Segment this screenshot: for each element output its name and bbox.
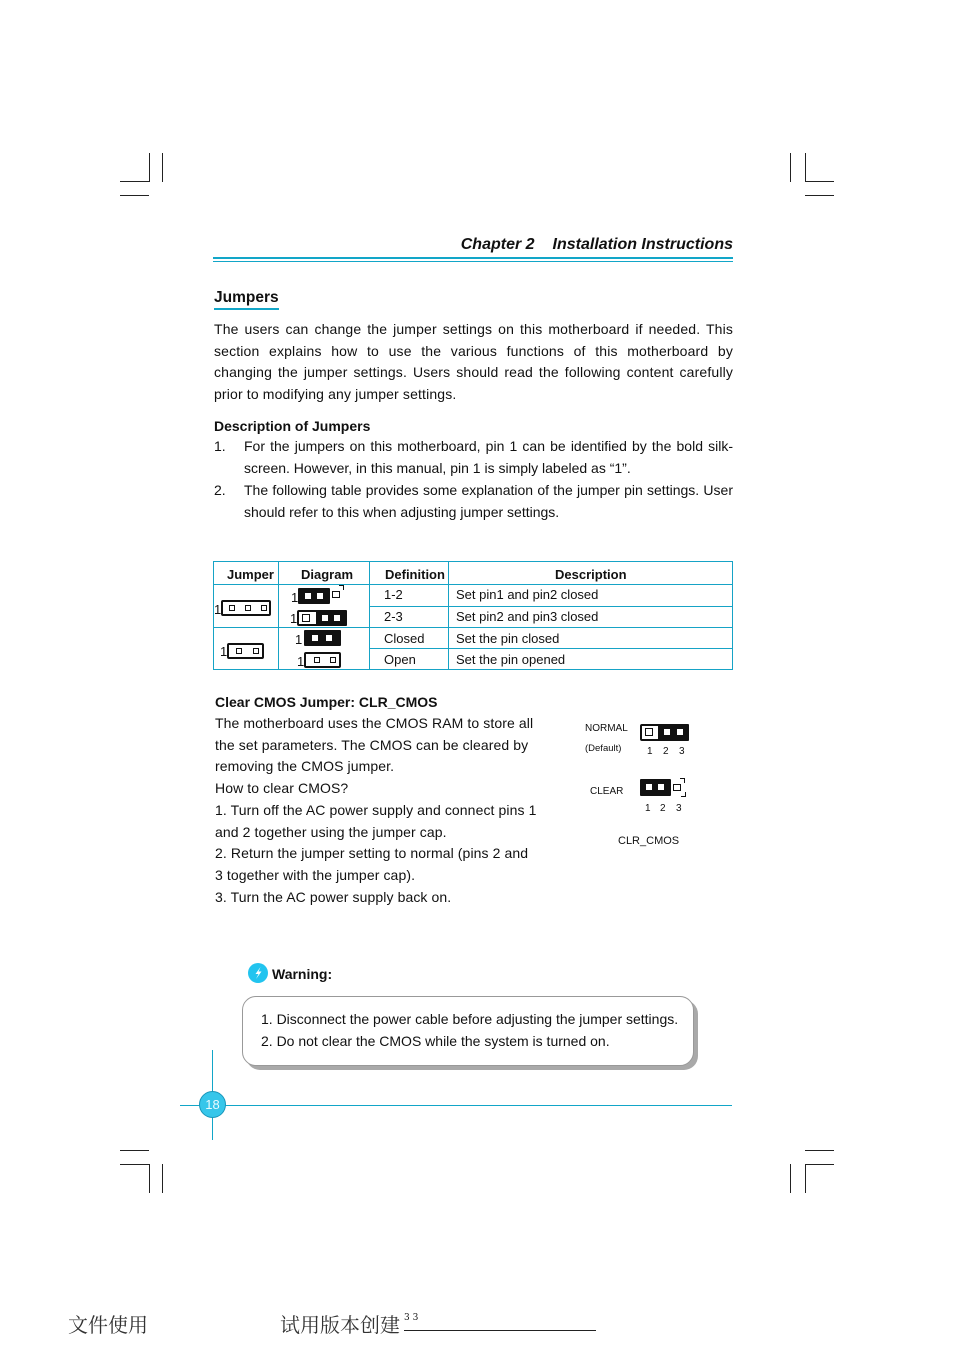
header-rule-thin bbox=[213, 261, 733, 262]
table-cell: Set pin2 and pin3 closed bbox=[456, 609, 599, 624]
pin1-label: 1 bbox=[290, 611, 298, 626]
table-header-jumper: Jumper bbox=[227, 567, 274, 582]
jumper-cap-closed bbox=[304, 630, 341, 646]
page-number-badge: 18 bbox=[199, 1091, 226, 1118]
pin-number: 1 bbox=[645, 803, 651, 814]
pin-number: 3 bbox=[676, 803, 682, 814]
clear-label: CLEAR bbox=[590, 786, 624, 797]
table-cell: Set the pin opened bbox=[456, 652, 566, 667]
crop-mark bbox=[120, 181, 149, 182]
footer-superscript: 3 3 bbox=[404, 1313, 419, 1323]
open-pin bbox=[673, 784, 681, 791]
open-pin bbox=[645, 728, 653, 736]
jumper-cap-1-2 bbox=[298, 588, 330, 604]
table-cell: Open bbox=[384, 652, 416, 667]
pin1-label: 1 bbox=[220, 644, 228, 659]
crop-mark bbox=[805, 1164, 834, 1165]
cmos-instructions: The motherboard uses the CMOS RAM to store all the set parameters. The CMOS can be cleared by removing the CMOS jumper. How to clear CMOS? 1. Turn off the AC power supply and connect pins 1 and 2 together using the jumper cap. 2. Return the jumper setting to normal (pins 2 and 3 together with the jumper cap). 3. Turn the AC power supply back on. bbox=[215, 715, 537, 905]
crop-mark bbox=[162, 1164, 163, 1193]
chapter-label: Chapter 2 bbox=[460, 236, 535, 253]
list-item: 1. For the jumpers on this motherboard, pin 1 can be identified by the bold silk-screen. However, in this manual, pin 1 is simply labeled as “1”. bbox=[214, 438, 733, 476]
table-cell: Closed bbox=[384, 631, 425, 646]
pin1-label: 1 bbox=[295, 632, 303, 647]
footer-rule bbox=[180, 1105, 732, 1106]
crop-mark bbox=[805, 1164, 806, 1193]
table-cell: Set pin1 and pin2 closed bbox=[456, 587, 599, 602]
crop-mark bbox=[162, 153, 163, 182]
running-header bbox=[214, 236, 733, 254]
footer-underline bbox=[404, 1330, 596, 1331]
footer-right-text: 试用版本创建 bbox=[280, 1313, 400, 1337]
section-title: Jumpers bbox=[214, 289, 279, 310]
crop-mark bbox=[805, 181, 834, 182]
cmos-title: Clear CMOS Jumper: CLR_CMOS bbox=[215, 694, 438, 710]
crop-mark bbox=[805, 195, 834, 196]
crop-mark bbox=[790, 153, 791, 182]
pin-number: 2 bbox=[660, 803, 666, 814]
pin-number: 1 bbox=[647, 746, 653, 757]
warning-box bbox=[242, 996, 694, 1066]
pin1-label: 1 bbox=[214, 602, 222, 617]
crop-mark bbox=[120, 1164, 149, 1165]
jumper-cap-normal bbox=[658, 724, 689, 741]
pin1-label: 1 bbox=[291, 590, 299, 605]
warning-title: Warning: bbox=[272, 966, 333, 982]
open-header-diagram bbox=[304, 652, 341, 668]
crop-mark bbox=[805, 153, 806, 182]
open-pin bbox=[332, 591, 340, 598]
jumper-cap-2-3 bbox=[316, 610, 347, 626]
crop-mark bbox=[149, 153, 150, 182]
open-pin bbox=[302, 614, 310, 622]
pin1-label: 1 bbox=[297, 654, 305, 669]
crop-mark bbox=[120, 1150, 149, 1151]
table-header-definition: Definition bbox=[385, 567, 445, 582]
three-pin-header-diagram bbox=[221, 600, 271, 616]
jumper-cap-clear bbox=[640, 779, 671, 796]
crop-mark bbox=[149, 1164, 150, 1193]
list-item: 2. The following table provides some explanation of the jumper pin settings. User should refer to this when adjusting jumper settings. bbox=[214, 482, 733, 520]
figure-caption: CLR_CMOS bbox=[618, 835, 680, 847]
intro-paragraph: The users can change the jumper settings on this motherboard if needed. This section explains how to use the various functions of this motherboard by changing the jumper settings. Users should read the following content carefully prior to modifying any jumper settings. bbox=[214, 321, 733, 402]
default-label: (Default) bbox=[585, 743, 622, 754]
table-header-description: Description bbox=[555, 567, 627, 582]
subsection-title: Description of Jumpers bbox=[214, 418, 371, 434]
crop-mark bbox=[120, 195, 149, 196]
crop-mark bbox=[805, 1150, 834, 1151]
table-cell: 2-3 bbox=[384, 609, 403, 624]
table-cell: 1-2 bbox=[384, 587, 403, 602]
normal-label: NORMAL bbox=[585, 723, 628, 734]
pin-number: 2 bbox=[663, 746, 669, 757]
two-pin-header-diagram bbox=[227, 643, 264, 659]
table-cell: Set the pin closed bbox=[456, 631, 560, 646]
header-rule bbox=[213, 257, 733, 259]
footer-left-text: 文件使用 bbox=[68, 1313, 148, 1337]
warning-line: 1. Disconnect the power cable before adjusting the jumper settings. bbox=[261, 1011, 679, 1027]
warning-line: 2. Do not clear the CMOS while the system is turned on. bbox=[261, 1033, 610, 1049]
pin-number: 3 bbox=[679, 746, 685, 757]
crop-mark bbox=[790, 1164, 791, 1193]
lightning-icon bbox=[248, 963, 268, 983]
chapter-title: Installation Instructions bbox=[552, 236, 733, 253]
table-header-diagram: Diagram bbox=[301, 567, 354, 582]
